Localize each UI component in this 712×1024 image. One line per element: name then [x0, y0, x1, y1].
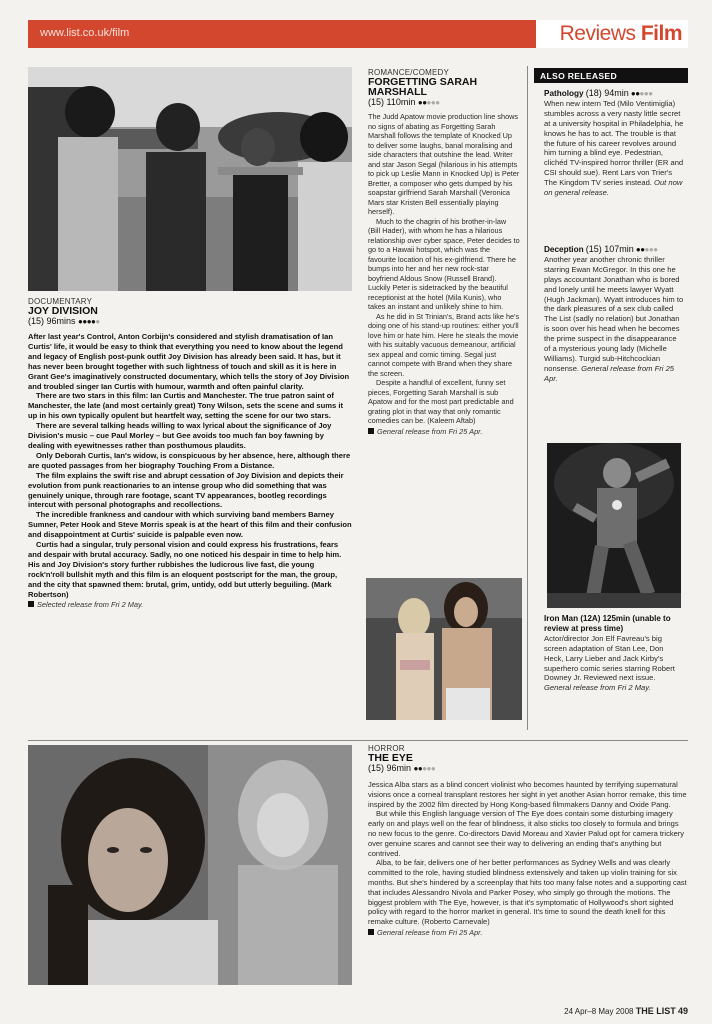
paragraph: Jessica Alba stars as a blind concert violinist who becomes haunted by terrifying supernatural visions once a corneal transplant restores her sight in yet another Asian horror remake, this time inspired by the 2002 film directed by Hong Kong-based filmmakers Danny and Oxide Pang.	[368, 780, 687, 809]
capsule-meta: (15) 107min	[585, 244, 634, 254]
capsule-body: Actor/director Jon Elf Favreau's big screen adaptation of Stan Lee, Don Heck, Larry Lieber and Jack Kirby's superhero comic series starring Robert Downey Jr. Reviewed next issue.	[544, 633, 675, 683]
star-rating	[636, 245, 658, 254]
capsule-text	[544, 99, 684, 198]
section-title-bold: Film	[640, 22, 682, 45]
review-title-line2: MARSHALL	[368, 86, 427, 98]
star-off: ●●●	[426, 98, 440, 107]
paragraph: After last year's Control, Anton Corbijn's considered and stylish dramatisation of Ian Curtis' life, it would be easy to think that everything you need to know about the legend and legacy of English post-punk outfit Joy Division has already been said. It has, but it has never been brought together with such lightness of touch and skill as it is here in Grant Gee's imaginatively constructed documentary, which tells the story of Joy Division and troubled singer Ian Curtis with humour, warmth and often painful clarity.	[28, 332, 350, 391]
star-on: ●●	[630, 89, 640, 98]
star-on: ●●●●	[78, 317, 96, 326]
star-on: ●●	[413, 764, 423, 773]
paragraph: Only Deborah Curtis, Ian's widow, is conspicuous by her absence, here, although there are quoted passages from her biography Touching From a Distance.	[28, 450, 351, 470]
capsule-title: Deception	[544, 245, 584, 254]
release-info	[368, 427, 520, 436]
joy-division-review	[28, 297, 352, 609]
capsule-text	[544, 634, 684, 693]
also-released-pathology	[544, 89, 684, 198]
joy-division-photo	[28, 67, 352, 291]
star-rating	[414, 764, 436, 773]
also-released-iron-man	[544, 614, 684, 693]
capsule-release: General release from Fri 2 May.	[544, 683, 651, 693]
review-meta	[28, 316, 352, 326]
paragraph: The incredible frankness and candour with which surviving band members Barney Sumner, Peter Hook and Steve Morris speak is at the heart of this film and their confusion and disappointment at Curtis' suicide is palpable even now.	[28, 510, 352, 540]
review-certificate-runtime: (15) 96min	[368, 763, 412, 773]
review-body	[368, 780, 688, 927]
review-certificate-runtime: (15) 96mins	[28, 316, 76, 326]
header-bar	[28, 20, 688, 48]
paragraph: As he did in St Trinian's, Brand acts like he's doing one of his stand-up routines: either you'll love him or hate him. Here he steals the movie with his suitably vacuous demeanour, artificial sex appeal and comic timing. Segal just cannot compete with Brand when they share the screen.	[368, 311, 520, 378]
section-title-light: Reviews	[559, 22, 636, 45]
review-title-line1: FORGETTING SARAH	[368, 76, 478, 88]
paragraph: Alba, to be fair, delivers one of her better performances as Sydney Wells and was clearly committed to the role, having studied blindness extensively and taken up violin training for six months. But she's hindered by a screenplay that hits too many false notes and a supporting cast that includes Alessandro Nivola and Parker Posey, who simply go through the motions. The biggest problem with The Eye, however, is that it's symptomatic of Hollywood's short sighted policy with regard to the horror market in general. It's time to sound the death knell for this remake culture. (Roberto Carnevale)	[368, 858, 687, 927]
star-off: ●●●	[644, 245, 658, 254]
review-genre: ROMANCE/COMEDY	[368, 68, 450, 77]
bullet-square-icon	[368, 428, 374, 434]
bullet-square-icon	[28, 601, 34, 607]
capsule-meta: (12A) 125min (unable to review at press time)	[544, 614, 671, 633]
capsule-body: When new intern Ted (Milo Ventimiglia) stumbles across a very nasty little secret at a university hospital in Philadelphia, he knows he has to act. The trouble is that the future of his career revolves around him turning a blind eye. Pedestrian, clichéd TV-inspired horror thriller (ER and CSI should sue). Rent Lars von Trier's The Kingdom TV series instead.	[544, 98, 684, 188]
capsule-heading	[544, 245, 684, 255]
capsule-release: General release from Fri 25 Apr.	[544, 363, 675, 383]
magazine-brand: THE LIST	[635, 1006, 676, 1016]
star-rating	[78, 317, 100, 326]
iron-man-photo	[547, 443, 681, 608]
release-info	[368, 928, 688, 937]
bullet-square-icon	[368, 929, 374, 935]
review-certificate-runtime: (15) 110min	[368, 97, 416, 107]
also-released-heading: ALSO RELEASED	[534, 68, 688, 83]
forgetting-sarah-marshall-review	[368, 68, 520, 436]
star-rating	[631, 89, 653, 98]
column-divider	[527, 66, 528, 730]
review-body	[28, 332, 352, 599]
release-text: Selected release from Fri 2 May.	[37, 600, 144, 610]
paragraph: Curtis had a singular, truly personal vision and could express his frustrations, fears and despair with brutal accuracy. Sadly, no one noticed his despair in time to help him. His and Joy Division's story further rubbishes the ludicrous live fast, die young rock'n'roll bullshit myth and this film is an eloquent postscript for the man, the group, and the city that spawned them: brutal, grim, untidy, odd but utterly beguiling. (Mark Robertson)	[28, 540, 342, 599]
paragraph: Despite a handful of excellent, funny set pieces, Forgetting Sarah Marshall is sub Apatow and for the most part predictable and grating plot in that way that only romantic comedies can be. (Kaleem Aftab)	[368, 378, 514, 425]
the-eye-photo	[28, 745, 352, 985]
the-eye-review	[368, 744, 688, 937]
star-off: ●●●	[422, 764, 436, 773]
paragraph: The film explains the swift rise and abrupt cessation of Joy Division and depicts their evolution from punk reactionaries to an intense group who did something that was genuinely unique, through rare footage, scant TV appearances, bootleg recordings intercut with personal photographs and recollections.	[28, 470, 344, 510]
review-title: THE EYE	[368, 752, 413, 764]
capsule-text	[544, 255, 684, 384]
review-meta	[368, 763, 688, 773]
page-number: 49	[677, 1006, 688, 1016]
page-footer	[564, 1006, 688, 1016]
release-info	[28, 600, 352, 609]
paragraph: There are two stars in this film: Ian Curtis and Manchester. The true patron saint of Manchester, the late (and most certainly great) Tony Wilson, sets the scene and sums it up in his own typically opulent but heartfelt way, setting the scene for our two stars.	[28, 391, 344, 421]
capsule-title: Pathology	[544, 89, 584, 98]
section-label-box	[536, 20, 688, 48]
capsule-title: Iron Man	[544, 614, 579, 623]
capsule-heading	[544, 614, 684, 634]
also-released-deception	[544, 245, 684, 384]
review-body	[368, 112, 520, 426]
paragraph: The Judd Apatow movie production line shows no signs of abating as Forgetting Sarah Marshall follows the template of Knocked Up to deliver some laughs, banal moralising and side characters that outshine the lead. Writer and star Jason Segal (hilarious in his attempts to pick up Leslie Mann in Knocked Up) is Peter Bretter, a composer who gets dumped by his soapstar girlfriend Sarah Marshall (Veronica Mars star Kristen Bell essentially playing herself).	[368, 112, 520, 216]
capsule-meta: (18) 94min	[585, 88, 629, 98]
release-text: General release from Fri 25 Apr.	[377, 426, 483, 436]
paragraph: But while this English language version of The Eye does contain some disturbing imagery early on and plays well on the fear of blindness, it also sticks too closely to formula and brings no new focus to the genre. Co-directors David Moreau and Xavier Palud opt for camera trickery over genuine scares and cannot see their way to delivering an ending that's anything but contrived.	[368, 809, 684, 858]
review-title: JOY DIVISION	[28, 305, 98, 317]
star-off: ●	[95, 317, 100, 326]
star-on: ●●	[635, 245, 645, 254]
paragraph: Much to the chagrin of his brother-in-law (Bill Hader), with whom he has a hilarious relationship over cyber space, Peter decides to go to a Hawaii hotspot, which was the favourite location of his ex-girlfriend. There he bumps into her and her new rock-star boyfriend Aldous Snow (Russell Brand). Luckily Peter is sidetracked by the beautiful receptionist at the hotel (Mila Kunis), who takes an instant and unlikely shine to him.	[368, 216, 520, 311]
star-rating	[418, 98, 440, 107]
capsule-heading	[544, 89, 684, 99]
review-genre: DOCUMENTARY	[28, 297, 93, 306]
issue-date: 24 Apr–8 May 2008	[564, 1007, 634, 1016]
site-url[interactable]: www.list.co.uk/film	[40, 27, 130, 39]
review-meta	[368, 97, 520, 107]
capsule-body: Another year another chronic thriller starring Ewan McGregor. In this one he plays accountant Jonathan who is bored and lonely until he meets lawyer Wyatt (Hugh Jackman). Wyatt introduces him to the dark pleasures of a sex club called The List (sadly no relation) but Jonathan is soon over his head when he becomes the prime suspect in the disappearance of a mysterious young lady (Michelle Williams). Turgid sub-Hitchcockian nonsense.	[544, 254, 684, 373]
star-on: ●●	[417, 98, 427, 107]
star-off: ●●●	[639, 89, 653, 98]
capsule-release: Out now on general release.	[544, 178, 683, 198]
paragraph: There are several talking heads willing to wax lyrical about the significance of Joy Division's music – cue Paul Morley – but Gee avoids too much fan boy fawning by dealing with eyewitnesses rather than posthumous plaudits.	[28, 421, 332, 450]
section-title	[560, 22, 682, 46]
forgetting-sarah-marshall-photo	[366, 578, 522, 720]
release-text: General release from Fri 25 Apr.	[377, 927, 483, 937]
review-genre: HORROR	[368, 744, 405, 753]
row-divider	[28, 740, 688, 741]
